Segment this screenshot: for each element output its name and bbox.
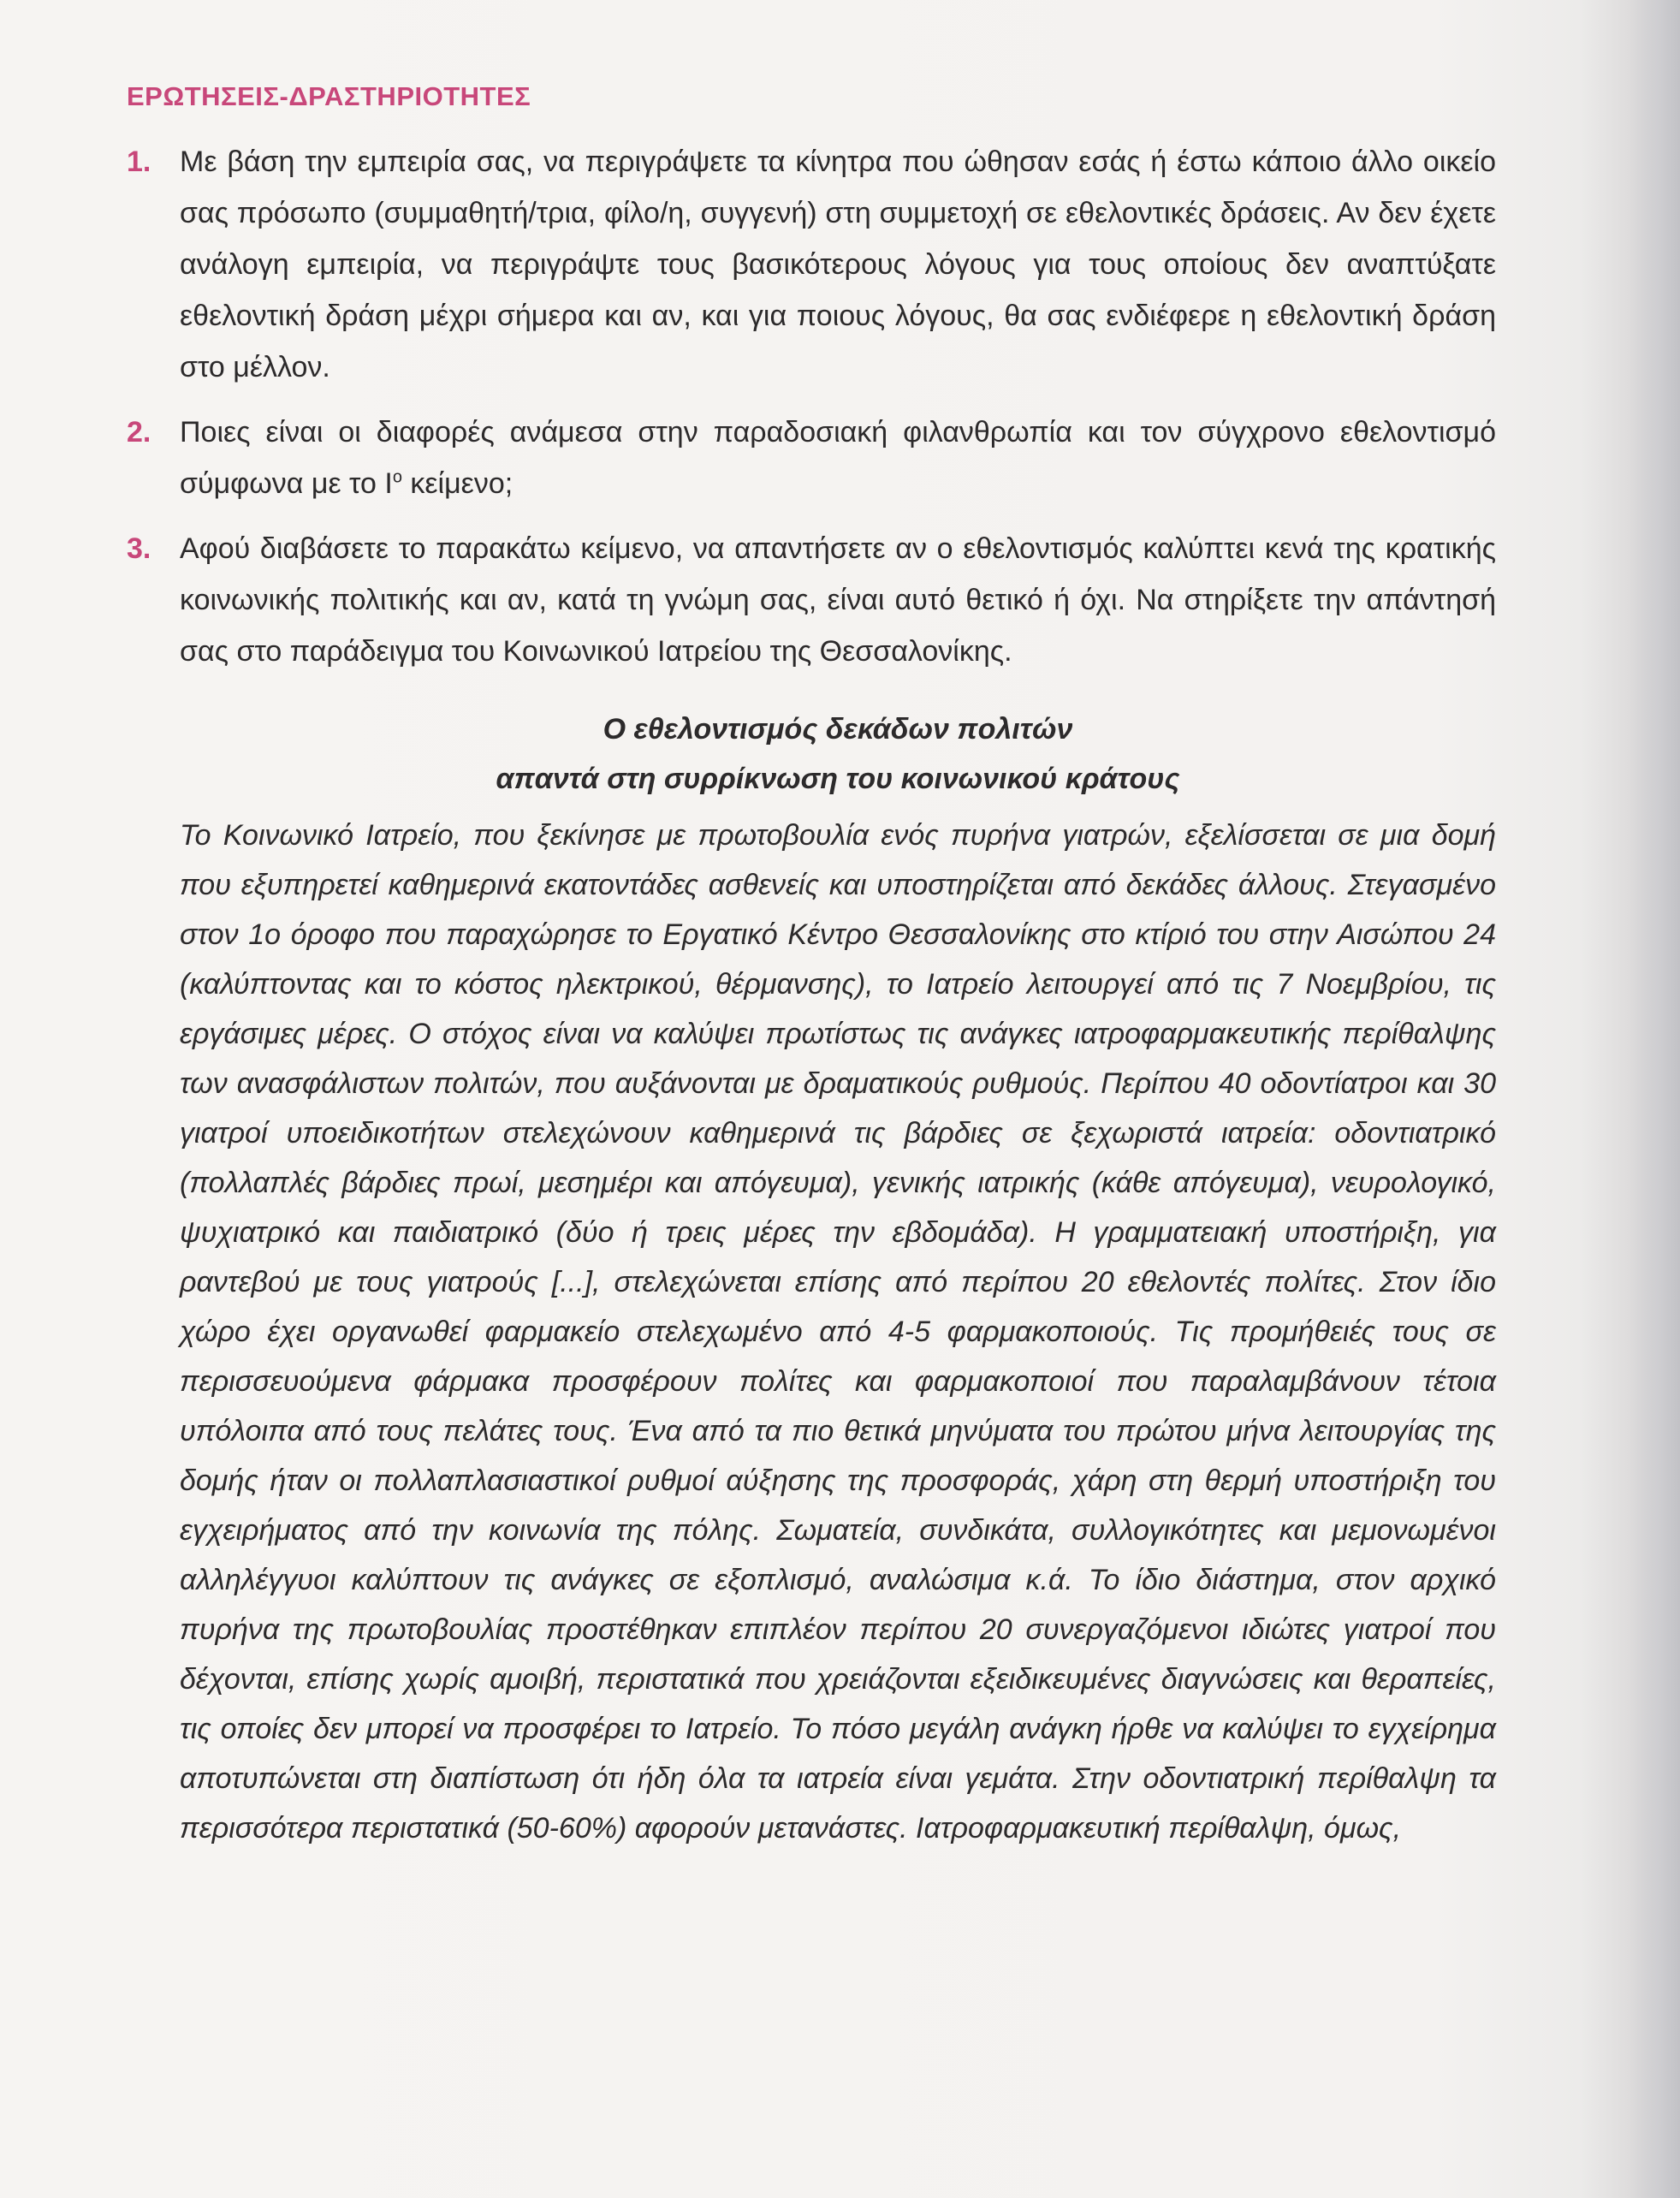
page-edge-shadow	[1629, 0, 1680, 2198]
article-title	[180, 704, 1496, 804]
question-text: Ποιες είναι οι διαφορές ανάμεσα στην παραδοσιακή φιλανθρωπία και τον σύγχρονο εθελοντισμό σύμφωνα με το Ι	[180, 416, 1496, 500]
question-text-end: κείμενο;	[401, 467, 513, 500]
question-number: 3.	[127, 532, 151, 565]
article-title-line-1: Ο εθελοντισμός δεκάδων πολιτών	[603, 713, 1073, 746]
question-text: Αφού διαβάσετε το παρακάτω κείμενο, να απαντήσετε αν ο εθελοντισμός καλύπτει κενά της κρατικής κοινωνικής πολιτικής και αν, κατά τη γνώμη σας, είναι αυτό θετικό ή όχι. Να στηρίξετε την απάντησή σας στο παράδειγμα του Κοινωνικού Ιατρείου της Θεσσαλονίκης.	[180, 532, 1496, 668]
question-2	[127, 407, 1496, 509]
article-body: Το Κοινωνικό Ιατρείο, που ξεκίνησε με πρωτοβουλία ενός πυρήνα γιατρών, εξελίσσεται σε μια δομή που εξυπηρετεί καθημερινά εκατοντάδες ασθενείς και υποστηρίζεται από δεκάδες άλλους. Στεγασμένο στον 1ο όροφο που παραχώρησε το Εργατικό Κέντρο Θεσσαλονίκης στο κτίριό του στην Αισώπου 24 (καλύπτοντας και το κόστος ηλεκτρικού, θέρμανσης), το Ιατρείο λειτουργεί από τις 7 Νοεμβρίου, τις εργάσιμες μέρες. Ο στόχος είναι να καλύψει πρωτίστως τις ανάγκες ιατροφαρμακευτικής περίθαλψης των ανασφάλιστων πολιτών, που αυξάνονται με δραματικούς ρυθμούς. Περίπου 40 οδοντίατροι και 30 γιατροί υποειδικοτήτων στελεχώνουν καθημερινά τις βάρδιες σε ξεχωριστά ιατρεία: οδοντιατρικό (πολλαπλές βάρδιες πρωί, μεσημέρι και απόγευμα), γενικής ιατρικής (κάθε απόγευμα), νευρολογικό, ψυχιατρικό και παιδιατρικό (δύο ή τρεις μέρες την εβδομάδα). Η γραμματειακή υποστήριξη, για ραντεβού με τους γιατρούς [...], στελεχώνεται επίσης από περίπου 20 εθελοντές πολίτες. Στον ίδιο χώρο έχει οργανωθεί φαρμακείο στελεχωμένο από 4-5 φαρμακοποιούς. Τις προμήθειές τους σε περισσευούμενα φάρμακα προσφέρουν πολίτες και φαρμακοποιοί που παραλαμβάνουν τέτοια υπόλοιπα από τους πελάτες τους. Ένα από τα πιο θετικά μηνύματα του πρώτου μήνα λειτουργίας της δομής ήταν οι πολλαπλασιαστικοί ρυθμοί αύξησης της προσφοράς, χάρη στη θερμή υποστήριξη του εγχειρήματος από την κοινωνία της πόλης. Σωματεία, συνδικάτα, συλλογικότητες και μεμονωμένοι αλληλέγγυοι καλύπτουν τις ανάγκες σε εξοπλισμό, αναλώσιμα κ.ά. Το ίδιο διάστημα, στον αρχικό πυρήνα της πρωτοβουλίας προστέθηκαν επιπλέον περίπου 20 συνεργαζόμενοι ιδιώτες γιατροί που δέχονται, επίσης χωρίς αμοιβή, περιστατικά που χρειάζονται εξειδικευμένες διαγνώσεις και θεραπείες, τις οποίες δεν μπορεί να προσφέρει το Ιατρείο. Το πόσο μεγάλη ανάγκη ήρθε να καλύψει το εγχείρημα αποτυπώνεται στη διαπίστωση ότι ήδη όλα τα ιατρεία είναι γεμάτα. Στην οδοντιατρική περίθαλψη τα περισσότερα περιστατικά (50-60%) αφορούν μετανάστες. Ιατροφαρμακευτική περίθαλψη, όμως,	[180, 819, 1496, 1845]
question-text: Με βάση την εμπειρία σας, να περιγράψετε τα κίνητρα που ώθησαν εσάς ή έστω κάποιο άλλο οικείο σας πρόσωπο (συμμαθητή/τρια, φίλο/η, συγγενή) στη συμμετοχή σε εθελοντικές δράσεις. Αν δεν έχετε ανάλογη εμπειρία, να περιγράψτε τους βασικότερους λόγους για τους οποίους δεν αναπτύξατε εθελοντική δράση μέχρι σήμερα και αν, και για ποιους λόγους, θα σας ενδιέφερε η εθελοντική δράση στο μέλλον.	[180, 146, 1496, 383]
question-number: 2.	[127, 416, 151, 449]
content	[127, 81, 1496, 1853]
superscript: ο	[392, 467, 402, 487]
section-title: ΕΡΩΤΗΣΕΙΣ-ΔΡΑΣΤΗΡΙΟΤΗΤΕΣ	[127, 81, 531, 111]
article-title-line-2: απαντά στη συρρίκνωση του κοινωνικού κράτους	[496, 763, 1180, 795]
question-1	[127, 136, 1496, 393]
question-3	[127, 523, 1496, 677]
question-number: 1.	[127, 146, 151, 178]
